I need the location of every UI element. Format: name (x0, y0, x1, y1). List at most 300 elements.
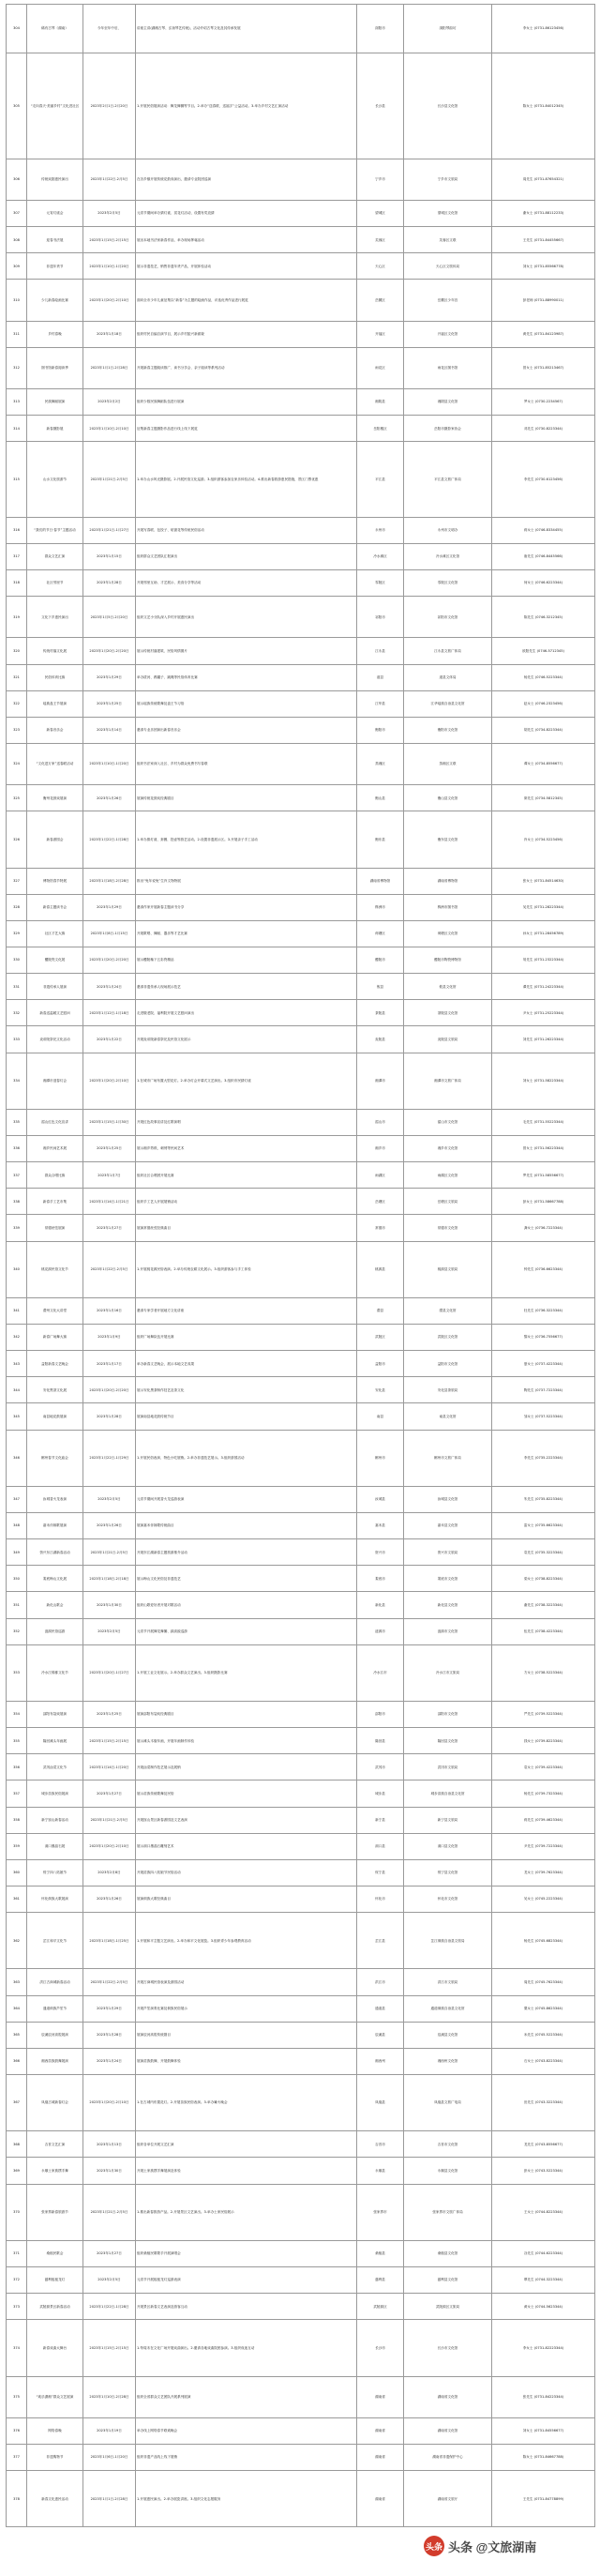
cell-organizer: 湘阴县文化馆 (404, 389, 492, 416)
cell-activity-name: 芷江和平文化节 (27, 1913, 83, 1969)
cell-activity-area: 湘乡市 (357, 1136, 404, 1162)
cell-activity-time: 2023年1月25日 (83, 1136, 136, 1162)
cell-organizer: 零陵区文化馆 (404, 570, 492, 597)
cell-organizer: 浏阳琴韵坊 (404, 5, 492, 53)
cell-organizer: 益阳市文化馆 (404, 1351, 492, 1377)
activity-table-sheet (6, 4, 594, 2527)
cell-contact: 胡先生 (0734-8223344) (492, 717, 595, 743)
cell-activity-area: 零陵区 (357, 570, 404, 597)
cell-contact: 钟先生 (0736-6623344) (492, 1241, 595, 1297)
cell-activity-content: 1.开展工业文化展示。2.举办群众文艺演出。3.组织摄影比赛 (136, 1644, 357, 1701)
cell-activity-content: 开展新春主题阅读推广、读书分享会、亲子阅读等系列活动 (136, 347, 357, 388)
cell-activity-content: 1.每周末在文化广场开展戏曲演出。2.邀请各地戏曲院团参演。3.组织戏迷互动 (136, 2320, 357, 2376)
cell-organizer: 芙蓉区文联 (404, 227, 492, 253)
table-row (7, 159, 595, 200)
cell-organizer: 桃源县文旅局 (404, 1241, 492, 1297)
table-row (7, 785, 595, 811)
cell-activity-time: 2023年1月21日-2月5日 (83, 2184, 136, 2240)
cell-activity-area: 通道县 (357, 1995, 404, 2022)
cell-organizer: 湘西州文化馆 (404, 2048, 492, 2074)
table-row (7, 1513, 595, 1539)
cell-activity-content: 组织非遗产品线上线下展销 (136, 2444, 357, 2470)
table-row (7, 1618, 595, 1644)
cell-activity-area: 汝城县 (357, 1486, 404, 1512)
cell-activity-time: 2023年1月20日-2月10日 (83, 280, 136, 321)
cell-contact: 李女士 (0731-82223344) (492, 2320, 595, 2376)
cell-activity-time: 2023年1月6日-1月20日 (83, 2444, 136, 2470)
cell-activity-time: 2023年1月8日-1月15日 (83, 920, 136, 947)
cell-activity-content: 展示滩头木版年画，开展年画制作体验 (136, 1728, 357, 1754)
cell-activity-area: 武陵区 (357, 1325, 404, 1351)
cell-activity-name: 常德丝弦展演 (27, 1215, 83, 1241)
cell-activity-time: 2023年1月28日 (83, 570, 136, 597)
cell-contact: 吴先生 (0731-28223344) (492, 894, 595, 920)
cell-contact: 钱女士 (0739-8223344) (492, 1728, 595, 1754)
table-row (7, 1000, 595, 1026)
cell-activity-name: 通道侗族芦笙节 (27, 1995, 83, 2022)
cell-row-number: 374 (7, 2320, 27, 2376)
cell-activity-name: 南县地花鼓展演 (27, 1403, 83, 1430)
table-row (7, 2184, 595, 2240)
cell-contact: 谢先生 (0738-3223344) (492, 1592, 595, 1618)
cell-activity-time: 2023年1月20日-2月10日 (83, 1833, 136, 1859)
table-row (7, 280, 595, 321)
cell-activity-name: 绥宁四八姑娘节 (27, 1859, 83, 1886)
cell-organizer: 常德市文化馆 (404, 1215, 492, 1241)
cell-activity-area: 株洲市 (357, 894, 404, 920)
cell-activity-content: 1.举办猜灯谜、套圈、投壶等游艺活动。2.设置非遗展示区。3.开展亲子手工活动 (136, 811, 357, 868)
cell-row-number: 311 (7, 321, 27, 347)
cell-row-number: 341 (7, 1297, 27, 1324)
cell-activity-name: 凤凰古城新春灯会 (27, 2075, 83, 2131)
cell-activity-content: 讲座主讲(湖湘古琴、弘扬琴艺传统)，活动介绍古琴文化及其传承发展 (136, 5, 357, 53)
cell-activity-content: 组织桑植民歌歌手开展演唱会 (136, 2240, 357, 2266)
cell-activity-content: 组织文艺小分队深入乡村开展惠民演出 (136, 597, 357, 638)
cell-activity-time: 2023年1月5日-2月20日 (83, 597, 136, 638)
cell-organizer: 醴陵市陶瓷博物馆 (404, 947, 492, 974)
cell-contact: 蒋先生 (0739-4623344) (492, 1807, 595, 1833)
cell-activity-name: 新春音乐会 (27, 717, 83, 743)
cell-activity-time: 2023年1月15日-2月15日 (83, 2320, 136, 2376)
cell-organizer: 攸县文化馆 (404, 974, 492, 1000)
cell-activity-area: 江永县 (357, 638, 404, 664)
cell-activity-area: 湖南省 (357, 2444, 404, 2470)
cell-row-number: 362 (7, 1913, 27, 1969)
cell-contact: 曾女士 (0731-56223344) (492, 1136, 595, 1162)
table-row (7, 868, 595, 894)
cell-row-number: 355 (7, 1728, 27, 1754)
table-row (7, 1969, 595, 1995)
table-row (7, 597, 595, 638)
cell-row-number: 310 (7, 280, 27, 321)
cell-activity-name: 民族舞蹈展演 (27, 389, 83, 416)
cell-organizer: 凤凰县文旅广电局 (404, 2075, 492, 2131)
cell-activity-area: 芷江县 (357, 1913, 404, 1969)
cell-activity-area: 雨花区 (357, 347, 404, 388)
cell-row-number: 315 (7, 442, 27, 517)
table-row (7, 1325, 595, 1351)
cell-contact: 王先生 (0731-84778899) (492, 2471, 595, 2527)
cell-row-number: 361 (7, 1887, 27, 1913)
cell-contact: 黄女士 (0744-5623344) (492, 2294, 595, 2320)
cell-contact: 方女士 (0738-5223344) (492, 1644, 595, 1701)
cell-contact: 陈女士 (0731-84667788) (492, 2444, 595, 2470)
cell-organizer: 新宁县文旅局 (404, 1807, 492, 1833)
cell-activity-content: 邀请作家开展新春主题读书分享 (136, 894, 357, 920)
cell-row-number: 371 (7, 2240, 27, 2266)
cell-organizer: 茶陵县文化馆 (404, 1000, 492, 1026)
cell-activity-time: 2023年1月20日-2月20日 (83, 947, 136, 974)
cell-activity-content: 开展崀山景区新春游园及文艺表演 (136, 1807, 357, 1833)
cell-activity-time: 今年至年中后， (83, 5, 136, 53)
cell-activity-area: 湖南省博物馆 (357, 868, 404, 894)
cell-activity-content: 展出本地书法家新春作品，举办现场挥毫活动 (136, 227, 357, 253)
table-row (7, 1109, 595, 1135)
cell-activity-name: 乡村春晚 (27, 321, 83, 347)
cell-activity-time: 2023年1月15日 (83, 543, 136, 569)
cell-contact: 刘女士 (0731-84556677) (492, 2417, 595, 2444)
cell-activity-area: 桃源县 (357, 1241, 404, 1297)
table-row (7, 389, 595, 416)
cell-activity-area: 开福区 (357, 321, 404, 347)
cell-contact: 谢女士 (0731-88112233) (492, 201, 595, 227)
cell-activity-content: 开展卤菜制作技艺展示及展销 (136, 1754, 357, 1780)
cell-row-number: 319 (7, 597, 27, 638)
cell-activity-content: 开展写春联、包饺子、贴窗花等传统民俗活动 (136, 517, 357, 543)
cell-contact: 易先生 (0731-23223344) (492, 947, 595, 974)
cell-organizer: 岳阳市摄影家协会 (404, 416, 492, 442)
cell-activity-content: 开展苗族四八姑娘节民俗活动 (136, 1859, 357, 1886)
cell-activity-name: 新春送温暖文艺慰问 (27, 1000, 83, 1026)
cell-activity-content: 展示醴陵釉下五彩瓷精品 (136, 947, 357, 974)
cell-activity-name: 汝城香火龙表演 (27, 1486, 83, 1512)
cell-organizer: 南县文化馆 (404, 1403, 492, 1430)
cell-activity-area: 岳塘区 (357, 1189, 404, 1215)
cell-row-number: 357 (7, 1780, 27, 1807)
cell-activity-time: 2023年1月22日-1月28日 (83, 2294, 136, 2320)
cell-activity-content: 展演传统花鼓戏经典剧目 (136, 785, 357, 811)
cell-activity-content: 元宵节期间举办猜灯谜、赏花灯活动，设置有奖竞猜 (136, 201, 357, 227)
cell-activity-area: 吉首市 (357, 2131, 404, 2158)
cell-contact: 陶先生 (0737-7223344) (492, 1377, 595, 1403)
cell-organizer: 岳麓区少年宫 (404, 280, 492, 321)
cell-activity-name: 涟源民俗巡游 (27, 1618, 83, 1644)
cell-activity-name: 湘潭市迎春灯会 (27, 1053, 83, 1109)
cell-contact: 刘先生 (0731-26223344) (492, 1026, 595, 1053)
cell-activity-area: 平江县 (357, 442, 404, 517)
cell-row-number: 367 (7, 2075, 27, 2131)
cell-activity-time: 2023年1月18日-2月28日 (83, 868, 136, 894)
cell-activity-time: 2023年1月20日-2月20日 (83, 1377, 136, 1403)
cell-contact: 雷女士 (0735-6623344) (492, 1513, 595, 1539)
cell-activity-area: 湖南省 (357, 2376, 404, 2417)
cell-activity-name: 炎帝陵祭祀文化活动 (27, 1026, 83, 1053)
cell-activity-area: 望城区 (357, 201, 404, 227)
cell-activity-area: 张家界市 (357, 2184, 404, 2240)
cell-activity-area: 永顺县 (357, 2158, 404, 2184)
cell-contact: 米先生 (0745-5223344) (492, 2022, 595, 2048)
cell-activity-time: 2023年1月16日 (83, 1297, 136, 1324)
cell-activity-area: 祁阳市 (357, 597, 404, 638)
cell-organizer: 冷水滩区文化馆 (404, 543, 492, 569)
cell-activity-area: 益阳市 (357, 1351, 404, 1377)
cell-activity-name: “我们的节日·春节”主题活动 (27, 517, 83, 543)
cell-activity-time: 2023年1月26日 (83, 1513, 136, 1539)
table-row (7, 1754, 595, 1780)
cell-activity-time: 2023年1月22日-2月5日 (83, 1241, 136, 1297)
cell-organizer: 澧县文化馆 (404, 1297, 492, 1324)
cell-activity-content: 展示苗族传统歌舞及民俗 (136, 1780, 357, 1807)
cell-activity-name: 新春手工艺市集 (27, 1189, 83, 1215)
table-row (7, 1833, 595, 1859)
cell-contact: 谷先生 (0744-6223344) (492, 2240, 595, 2266)
cell-contact: 石女士 (0743-8223344) (492, 2048, 595, 2074)
cell-row-number: 360 (7, 1859, 27, 1886)
cell-organizer: 衡山县文化馆 (404, 785, 492, 811)
cell-activity-name: 新春主题读书会 (27, 894, 83, 920)
table-row (7, 347, 595, 388)
cell-contact: 蒋女士 (0746-8334455) (492, 517, 595, 543)
cell-activity-name: “文化进万家”送春联活动 (27, 743, 83, 784)
cell-row-number: 314 (7, 416, 27, 442)
cell-activity-area: 衡东县 (357, 811, 404, 868)
cell-contact: 欧阳先生 (0746-5712345) (492, 638, 595, 664)
table-row (7, 2075, 595, 2131)
cell-organizer: 湘乡市文化馆 (404, 1136, 492, 1162)
cell-activity-name: 澧州文化大讲堂 (27, 1297, 83, 1324)
cell-contact: 周先生 (0745-7623344) (492, 1969, 595, 1995)
cell-activity-content: 开展炎帝陵新春祭祀及民俗文化展示 (136, 1026, 357, 1053)
cell-activity-area: 浏阳市 (357, 5, 404, 53)
cell-row-number: 345 (7, 1403, 27, 1430)
cell-contact: 毛先生 (0731-55223344) (492, 1109, 595, 1135)
cell-organizer: 蒸湘区文联 (404, 743, 492, 784)
cell-activity-area: 炎陵县 (357, 1026, 404, 1053)
cell-activity-name: 少儿新春绘画比赛 (27, 280, 83, 321)
cell-organizer: 衡东县文化馆 (404, 811, 492, 868)
cell-organizer: 郴州市文旅广体局 (404, 1430, 492, 1486)
table-row (7, 5, 595, 53)
cell-organizer: 冷水江市文旅局 (404, 1644, 492, 1701)
cell-activity-area: 长沙县 (357, 53, 404, 159)
cell-contact: 吴女士 (0745-2223344) (492, 1887, 595, 1913)
cell-row-number: 354 (7, 1702, 27, 1728)
cell-activity-name: 慈利板板龙灯 (27, 2267, 83, 2294)
cell-activity-time: 2023年1月10日-2月28日 (83, 2376, 136, 2417)
table-row (7, 1403, 595, 1430)
cell-contact: 周先生 (0731-87654321) (492, 159, 595, 200)
cell-activity-content: 展示湘乡剪纸、刺绣等民间艺术 (136, 1136, 357, 1162)
cell-activity-time: 2023年1月21日-2月5日 (83, 442, 136, 517)
cell-activity-area: 湖南省 (357, 2417, 404, 2444)
cell-organizer: 江永县文旅广体局 (404, 638, 492, 664)
cell-activity-name: “走向春天·美丽乡村”文化进社区 (27, 53, 83, 159)
cell-activity-time: 2023年1月22日-2月5日 (83, 159, 136, 200)
cell-activity-content: 面向全市少年儿童征集以“新春”为主题的绘画作品，评选优秀作品进行展览 (136, 280, 357, 321)
cell-contact: 尹先生 (0739-7223344) (492, 1833, 595, 1859)
cell-contact: 杨先生 (0739-7323344) (492, 1780, 595, 1807)
cell-activity-name: 非遗年货节 (27, 253, 83, 280)
cell-activity-time: 2023年1月20日-2月20日 (83, 638, 136, 664)
table-row (7, 201, 595, 227)
cell-contact: 李女士 (0731-86123456) (492, 5, 595, 53)
cell-activity-area: 衡山县 (357, 785, 404, 811)
cell-row-number: 342 (7, 1325, 27, 1351)
table-row (7, 1351, 595, 1377)
cell-organizer: 长沙市文化馆 (404, 2320, 492, 2376)
cell-activity-area: 醴陵市 (357, 947, 404, 974)
cell-row-number: 343 (7, 1351, 27, 1377)
table-row (7, 1026, 595, 1053)
cell-contact: 谭女士 (0734-8556677) (492, 743, 595, 784)
table-row (7, 543, 595, 569)
cell-contact: 曾女士 (0731-85213467) (492, 347, 595, 388)
cell-activity-time: 2023年1月7日 (83, 1162, 136, 1189)
cell-row-number: 324 (7, 743, 27, 784)
cell-activity-content: 举办线上网络春节联欢晚会 (136, 2417, 357, 2444)
cell-contact: 彭女士 (0743-5223344) (492, 2158, 595, 2184)
cell-activity-name: 桃花源民俗文化节 (27, 1241, 83, 1297)
cell-row-number: 366 (7, 2048, 27, 2074)
cell-activity-area: 蒸湘区 (357, 743, 404, 784)
cell-activity-area: 娄底市 (357, 1566, 404, 1592)
table-row (7, 1136, 595, 1162)
cell-activity-name: 瑶族盘王节展演 (27, 690, 83, 717)
cell-organizer: 桑植县文化馆 (404, 2240, 492, 2266)
cell-contact: 严先生 (0739-5223344) (492, 1702, 595, 1728)
cell-organizer: 通道侗族自治县文化馆 (404, 1995, 492, 2022)
cell-row-number: 347 (7, 1486, 27, 1512)
cell-activity-content: 展演嘉禾伴嫁歌传统曲目 (136, 1513, 357, 1539)
cell-activity-area: 冷水滩区 (357, 543, 404, 569)
cell-activity-area: 岳阳楼区 (357, 416, 404, 442)
cell-activity-time: 2023年2月5日 (83, 201, 136, 227)
cell-activity-time: 2023年1月25日 (83, 1702, 136, 1728)
cell-contact: 肖女士 (0734-5223456) (492, 811, 595, 868)
cell-activity-area: 武冈市 (357, 1754, 404, 1780)
cell-activity-area: 澧县 (357, 1297, 404, 1324)
table-row (7, 2267, 595, 2294)
cell-activity-content: 开展歌唱、舞蹈、器乐等才艺比赛 (136, 920, 357, 947)
cell-activity-time: 2023年1月15日-2月15日 (83, 1728, 136, 1754)
cell-activity-area: 新化县 (357, 1592, 404, 1618)
cell-activity-name: 资兴东江湖新春活动 (27, 1539, 83, 1566)
table-row (7, 2131, 595, 2158)
cell-activity-name: 非遗购物节 (27, 2444, 83, 2470)
cell-activity-name: 民俗体育比赛 (27, 664, 83, 690)
cell-activity-area: 攸县 (357, 974, 404, 1000)
cell-organizer: 涟源市文化馆 (404, 1618, 492, 1644)
table-row (7, 442, 595, 517)
cell-activity-time: 2023年1月10日-1月20日 (83, 253, 136, 280)
cell-activity-name: 文化下乡惠民演出 (27, 597, 83, 638)
table-row (7, 1053, 595, 1109)
cell-row-number: 337 (7, 1162, 27, 1189)
cell-activity-time: 2023年2月2日 (83, 389, 136, 416)
table-row (7, 321, 595, 347)
cell-activity-time: 2023年1月18日-1月25日 (83, 1913, 136, 1969)
cell-activity-time: 2023年1月14日-1月21日 (83, 1189, 136, 1215)
cell-activity-time: 2023年2月5日 (83, 1486, 136, 1512)
cell-row-number: 304 (7, 5, 27, 53)
cell-contact: 彭老师 (0731-88990011) (492, 280, 595, 321)
cell-contact: 尹女士 (0731-25223344) (492, 1000, 595, 1026)
toutiao-logo-icon: 头条 (424, 2536, 444, 2556)
cell-contact: 覃先生 (0744-3223344) (492, 2267, 595, 2294)
cell-activity-name: 迎春书法展 (27, 227, 83, 253)
cell-activity-area: 宁乡市 (357, 159, 404, 200)
cell-contact: 张先生 (0731-84223344) (492, 2376, 595, 2417)
cell-activity-area: 辰溪县 (357, 2022, 404, 2048)
table-row (7, 1162, 595, 1189)
cell-activity-name: 网络春晚 (27, 2417, 83, 2444)
cell-activity-name: 洪江古商城新春活动 (27, 1969, 83, 1995)
cell-row-number: 327 (7, 868, 27, 894)
cell-activity-time: 2023年1月20日-1月27日 (83, 1644, 136, 1701)
cell-row-number: 351 (7, 1592, 27, 1618)
cell-activity-name: 桑植民歌会 (27, 2240, 83, 2266)
cell-activity-content: 展演邵阳布袋戏经典剧目 (136, 1702, 357, 1728)
watermark (424, 2533, 536, 2559)
table-row (7, 2417, 595, 2444)
cell-row-number: 307 (7, 201, 27, 227)
cell-activity-content: 1.开展惠民演出。2.举办展览讲座。3.组织文化志愿服务 (136, 2471, 357, 2527)
cell-activity-time: 2023年1月9日 (83, 1325, 136, 1351)
cell-organizer: 武冈市文旅局 (404, 1754, 492, 1780)
cell-activity-area: 湘西州 (357, 2048, 404, 2074)
cell-activity-time: 2023年1月20日-2月10日 (83, 1053, 136, 1109)
cell-activity-content: 走进敬老院、福利院开展文艺慰问演出 (136, 1000, 357, 1026)
cell-row-number: 326 (7, 811, 27, 868)
table-row (7, 690, 595, 717)
table-row (7, 1859, 595, 1886)
cell-contact: 梁女士 (0738-8223344) (492, 1566, 595, 1592)
table-row (7, 2444, 595, 2470)
cell-activity-content: 展示传统村落建筑、民俗风情图片 (136, 638, 357, 664)
cell-activity-content: 展示安化黑茶制作技艺及茶文化 (136, 1377, 357, 1403)
cell-activity-time: 2023年1月20日-2月10日 (83, 2075, 136, 2131)
cell-contact: 王先生 (0731-84455667) (492, 227, 595, 253)
cell-activity-name: 益阳新春文艺晚会 (27, 1351, 83, 1377)
cell-activity-content: 开展东江湖新春主题旅游推介活动 (136, 1539, 357, 1566)
cell-activity-content: 在各乡镇开展传统花鼓戏演出，邀请专业院团巡演 (136, 159, 357, 200)
table-row (7, 1377, 595, 1403)
cell-activity-area: 冷水江市 (357, 1644, 404, 1701)
cell-contact: 唐先生 (0746-8445566) (492, 543, 595, 569)
cell-activity-content: 组织书法家深入社区、乡村为群众免费书写春联 (136, 743, 357, 784)
cell-contact: 田先生 (0743-3223344) (492, 2075, 595, 2131)
cell-row-number: 322 (7, 690, 27, 717)
table-row (7, 1913, 595, 1969)
cell-row-number: 375 (7, 2376, 27, 2417)
cell-activity-area: 安化县 (357, 1377, 404, 1403)
table-row (7, 253, 595, 280)
cell-activity-time: 2023年1月10日-2月10日 (83, 416, 136, 442)
cell-activity-time: 2023年1月18日-2月18日 (83, 1566, 136, 1592)
cell-organizer: 辰溪县文化馆 (404, 2022, 492, 2048)
cell-activity-name: 安化黑茶文化展 (27, 1377, 83, 1403)
cell-activity-content: 组织全省群众文艺团队开展系列展演 (136, 2376, 357, 2417)
cell-activity-time: 2023年1月22日-1月28日 (83, 811, 136, 868)
table-row (7, 517, 595, 543)
cell-activity-name: 辰溪辰河高腔展演 (27, 2022, 83, 2048)
table-row (7, 1702, 595, 1728)
cell-activity-time: 2023年1月26日 (83, 1887, 136, 1913)
cell-activity-name: 元宵灯谜会 (27, 201, 83, 227)
cell-activity-content: 展示瑶族传统歌舞及盘王节习俗 (136, 690, 357, 717)
table-row (7, 1644, 595, 1701)
cell-row-number: 338 (7, 1189, 27, 1215)
